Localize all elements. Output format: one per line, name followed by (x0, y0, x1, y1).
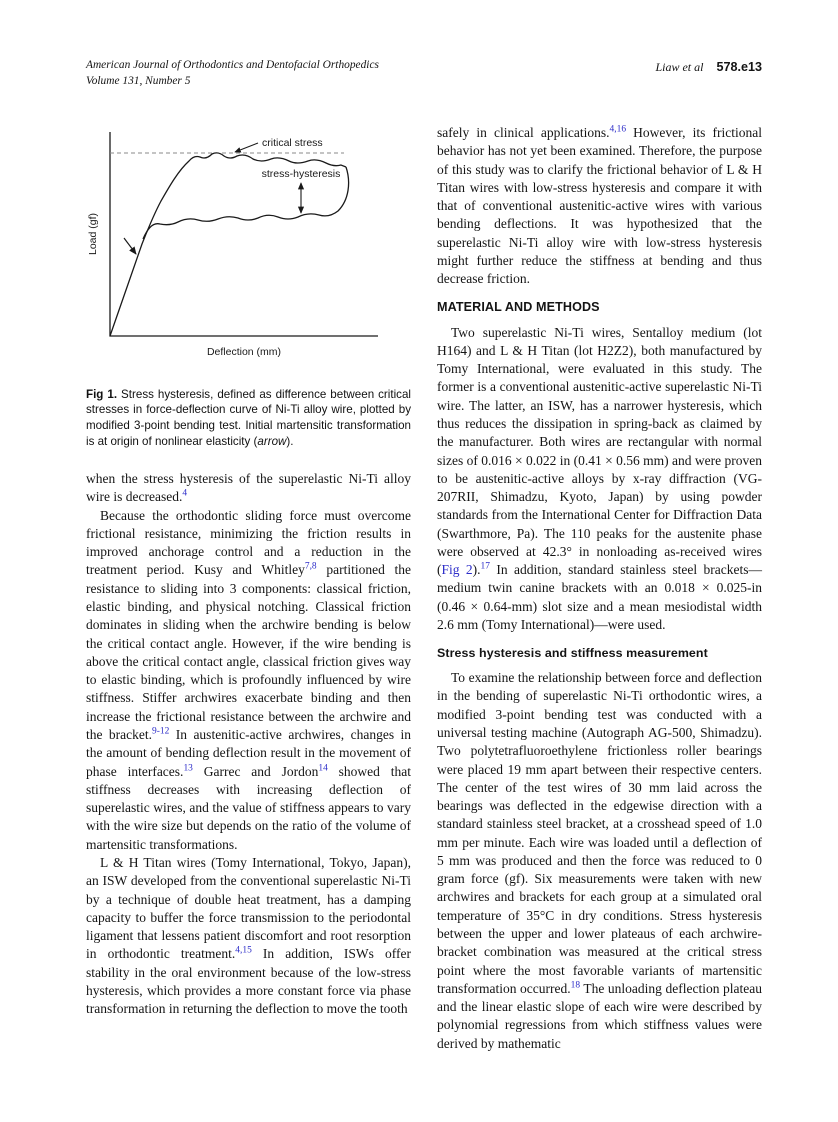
loading-curve (110, 153, 346, 336)
body-paragraph: Because the orthodontic sliding force must overcome frictional resistance, minimizing the friction results in improved anchorage control and a reduction in the treatment period. Kusy and Whitley$^{7,8}$ partitioned the resistance to sliding into 3 components: classical friction, elastic binding, and physical notching. Classical friction dominates in sliding when the archwire bending is below the critical contact angle. However, if the wire bending is above the critical contact angle, classical friction gives way to elastic binding, which is profoundly influenced by wire stiffness. Stiffer archwires exacerbate binding and then increase the frictional resistance between the archwire and the bracket.$^{9-12}$ In austenitic-active archwires, changes in the amount of bending deflection result in the movement of phase interfaces.$^{13}$ Garrec and Jordon$^{14}$ showed that stiffness decreases with increasing deflection of superelastic wires, and the value of stiffness appears to vary with the wire size but depends on the ratio of the volume of martensitic transformations. (86, 507, 412, 852)
critical-stress-arrow (235, 143, 258, 152)
reference-superscript[interactable]: 17 (480, 561, 490, 572)
figure-1-caption: Fig 1. Stress hysteresis, defined as difference between critical stresses in force-deflection curve of Ni-Ti alloy wire, plotted by modified 3-point bending test. Initial martensitic transformation is at origin of nonlinear elasticity (arrow). (86, 387, 411, 448)
subsection-heading-stress-hysteresis: Stress hysteresis and stiffness measurement (437, 646, 708, 661)
reference-superscript[interactable]: 4,16 (609, 124, 627, 135)
journal-title-block (86, 58, 379, 90)
martensite-onset-arrow (124, 238, 136, 254)
figure-1-chart (86, 126, 388, 372)
reference-superscript[interactable]: 9-12 (152, 726, 170, 737)
right-column (437, 124, 762, 1053)
figure-1 (86, 126, 411, 449)
critical-stress-label: critical stress (262, 136, 323, 149)
two-column-body (86, 124, 762, 1053)
body-paragraph: To examine the relationship between force and deflection in the bending of superelastic Ni-Ti orthodontic wires, a modified 3-point bending test was conducted with a universal testing machine (Autograph AG-500, Shimadzu). Two polytetrafluoroethylene frictionless roller bearings were placed 19 mm apart between their respective centers. The center of the test wires of 30 mm laid across the bearings was deflected in the edgewise direction with a standard stainless steel bracket, at a crosshead speed of 1.0 mm per minute. Each wire was loaded until a deflection of 5 mm was produced and then the force was reduced to 0 gram force (gf). Six measurements were taken with new archwires and brackets for each group at a simulated oral temperature of 35°C in dry conditions. Stress hysteresis between the upper and lower plateaus of each archwire-bracket combination was measured at the critical stress point where the most favorable variants of martensitic transformation occurred.$^{18}$ The unloading deflection plateau and the linear elastic slope of each wire were described by polynomial regressions from which stiffness values were derived by mathematic (437, 670, 762, 1051)
page-header (86, 58, 762, 90)
reference-superscript[interactable]: 18 (570, 980, 581, 991)
reference-superscript[interactable]: 4,15 (235, 945, 252, 956)
reference-superscript[interactable]: 7,8 (304, 561, 317, 572)
figure-ylabel: Load (gf) (87, 212, 99, 255)
running-authors: Liaw et al (655, 60, 704, 74)
body-paragraph: when the stress hysteresis of the superelastic Ni-Ti alloy wire is decreased.$^4$ (86, 471, 411, 505)
journal-volume: Volume 131, Number 5 (86, 74, 191, 87)
page-number: 578.e13 (716, 60, 762, 74)
body-paragraph: safely in clinical applications.$^{4,16}$ However, its frictional behavior has not yet been examined. Therefore, the purpose of this study was to clarify the frictional behavior of L & H Titan wires with low-stress hysteresis and compare it with that of conventional austenitic-active wires with various bending deflections. It was hypothesized that the superelastic Ni-Ti alloy wire with low-stress hysteresis might further reduce the stiffness at bending and thus decrease friction. (437, 124, 763, 287)
reference-superscript[interactable]: 13 (183, 763, 193, 774)
section-heading-material-and-methods: MATERIAL AND METHODS (437, 300, 600, 315)
reference-superscript[interactable]: 4 (182, 488, 188, 499)
figure-crossref-link[interactable]: Fig 2 (441, 562, 473, 578)
body-paragraph: Two superelastic Ni-Ti wires, Sentalloy medium (lot H164) and L & H Titan (lot H2Z2), both manufactured by Tomy International, were evaluated in this study. The former is a conventional austenitic-active superelastic Ni-Ti wire. The latter, an ISW, has a narrower hysteresis, which thus reduces the dissipation in spring-back as claimed by the manufacturer. Both wires are rectangular with normal sizes of 0.016 × 0.022 in (0.41 × 0.56 mm) and were proven to be austenitic-active alloys by x-ray diffraction (VG-207RII, Shimadzu, Kyoto, Japan) by using powder standards from the International Center for Diffraction Data (Swarthmore, Pa). The 110 peaks for the austenite phase were observed at 42.3° in nonloading as-received wires (Fig 2).$^{17}$ In addition, standard stainless steel brackets—medium twin canine brackets with an 0.018 × 0.025-in (0.46 × 0.64-mm) slot size and a mean mesiodistal width 2.6 mm (Tomy International)—were used. (437, 324, 762, 633)
figure-caption-label: Fig 1. (86, 387, 118, 401)
reference-superscript[interactable]: 14 (318, 763, 328, 774)
stress-hysteresis-label: stress-hysteresis (261, 167, 341, 180)
chart-axes (110, 132, 378, 336)
journal-name: American Journal of Orthodontics and Dentofacial Orthopedics (86, 59, 379, 71)
body-paragraph: L & H Titan wires (Tomy International, Tokyo, Japan), an ISW developed from the conventional superelastic Ni-Ti by a technique of double heat treatment, has a damping capacity to buffer the force transmission to the periodontal ligament that lessens patient discomfort and root resorption in orthodontic treatment.$^{4,15}$ In addition, ISWs offer stability in the oral environment because of the low-stress hysteresis, which provides a more constant force via phase transformation in returning the deflection to move the tooth (86, 854, 411, 1017)
figure-xlabel: Deflection (mm) (206, 345, 282, 358)
left-column (86, 124, 411, 1053)
italic-text: arrow (257, 434, 287, 448)
running-head (655, 58, 762, 77)
